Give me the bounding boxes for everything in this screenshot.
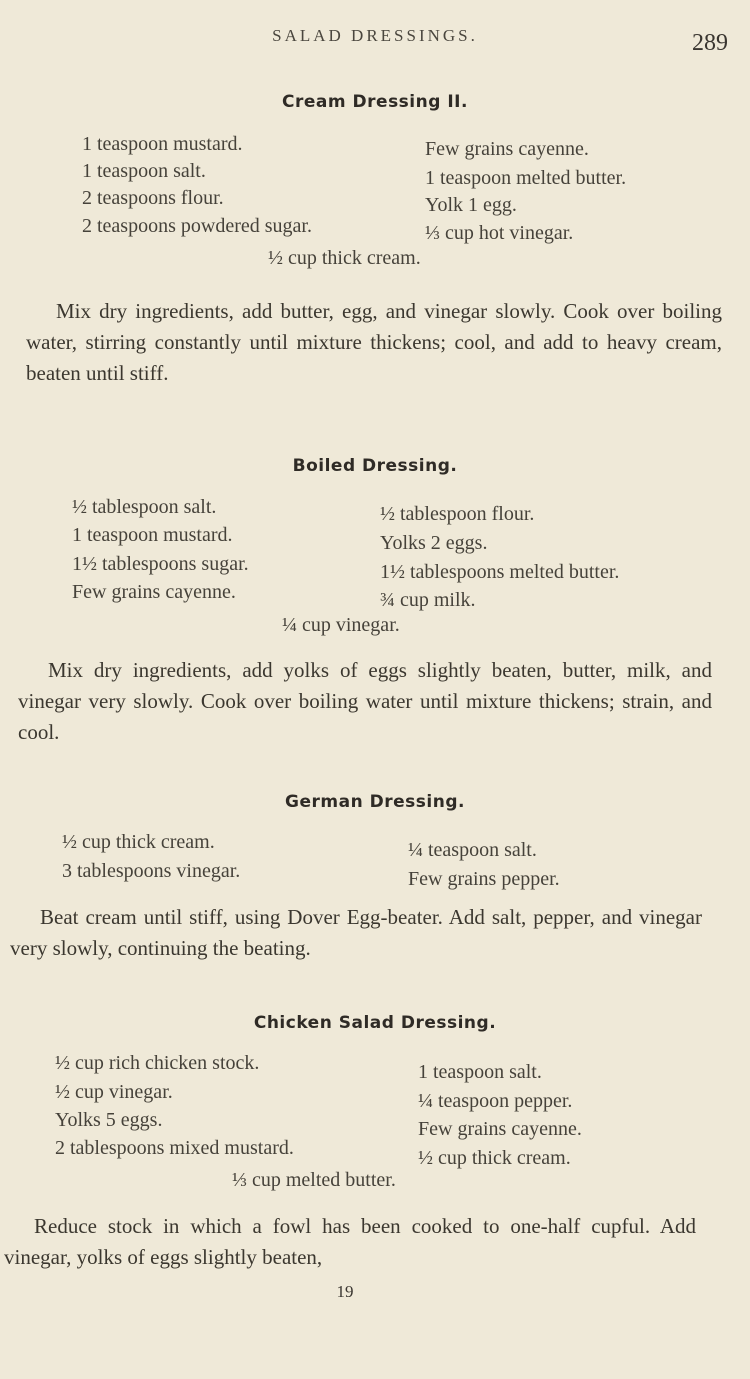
ingredient: 1 teaspoon mustard. [82, 133, 243, 155]
ingredient: ½ cup thick cream. [62, 831, 215, 853]
ingredient: 1 teaspoon mustard. [72, 524, 233, 546]
ingredient: ¾ cup milk. [380, 589, 476, 611]
ingredient: 1 teaspoon salt. [418, 1061, 542, 1083]
ingredient: Yolks 2 eggs. [380, 532, 488, 554]
ingredient: ½ cup vinegar. [55, 1081, 173, 1103]
ingredient: ½ cup rich chicken stock. [55, 1052, 260, 1074]
running-head: SALAD DRESSINGS. [272, 26, 478, 45]
ingredient: ½ cup thick cream. [268, 247, 421, 269]
directions: Beat cream until stiff, using Dover Egg-beater. Add salt, pepper, and vinegar very slowly, continuing the beating. [10, 905, 702, 960]
signature-mark: 19 [336, 1282, 354, 1301]
ingredient: 1 teaspoon salt. [82, 160, 206, 182]
ingredient: 2 teaspoons flour. [82, 187, 224, 209]
ingredient: ¼ cup vinegar. [282, 614, 400, 636]
ingredient: ½ tablespoon salt. [72, 496, 217, 518]
recipe-title: German Dressing. [285, 792, 465, 812]
ingredient: ½ tablespoon flour. [380, 503, 535, 525]
ingredient: Few grains pepper. [408, 868, 560, 890]
ingredient: ⅓ cup melted butter. [232, 1169, 396, 1191]
ingredient: 2 tablespoons mixed mustard. [55, 1137, 294, 1159]
ingredient: Few grains cayenne. [425, 138, 589, 160]
ingredient: Few grains cayenne. [418, 1118, 582, 1140]
directions: Reduce stock in which a fowl has been cooked to one-half cupful. Add vinegar, yolks of eggs slightly beaten, [4, 1214, 696, 1269]
directions: Mix dry ingredients, add yolks of eggs slightly beaten, butter, milk, and vinegar very slowly. Cook over boiling water until mixture thickens; strain, and cool. [18, 658, 712, 744]
ingredient: 1½ tablespoons melted butter. [380, 561, 620, 583]
ingredient: Yolks 5 eggs. [55, 1109, 163, 1131]
ingredient: ¼ teaspoon salt. [408, 839, 537, 861]
ingredient: 1½ tablespoons sugar. [72, 553, 249, 575]
recipe-title: Chicken Salad Dressing. [253, 1013, 497, 1033]
ingredient: ⅓ cup hot vinegar. [425, 222, 574, 244]
recipe-title: Boiled Dressing. [292, 456, 458, 476]
ingredient: ¼ teaspoon pepper. [418, 1090, 573, 1112]
ingredient: 3 tablespoons vinegar. [62, 860, 241, 882]
directions: Mix dry ingredients, add butter, egg, and vinegar slowly. Cook over boiling water, stirring constantly until mixture thickens; cool, and add to heavy cream, beaten until stiff. [26, 299, 722, 385]
ingredient: 2 teaspoons powdered sugar. [82, 215, 312, 237]
ingredient: Few grains cayenne. [72, 581, 236, 603]
page-number: 289 [692, 30, 728, 56]
ingredient: Yolk 1 egg. [425, 194, 517, 216]
ingredient: 1 teaspoon melted butter. [425, 167, 627, 189]
ingredient: ½ cup thick cream. [418, 1147, 571, 1169]
recipe-title: Cream Dressing II. [282, 92, 468, 112]
